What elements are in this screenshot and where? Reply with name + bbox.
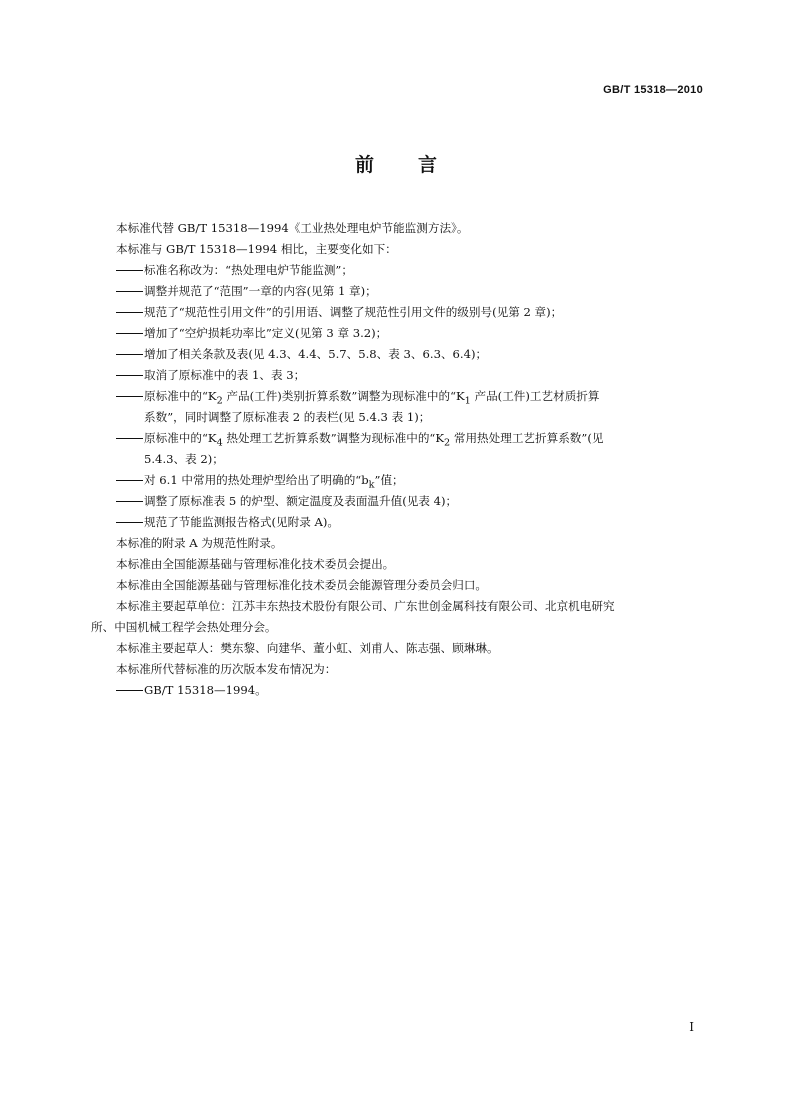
change-item <box>91 470 702 491</box>
foreword-body <box>91 218 702 701</box>
change-item-text: 调整了原标准表 5 的炉型、额定温度及表面温升值(见表 4)； <box>144 494 458 508</box>
title-char-1: 前 <box>354 154 374 176</box>
paragraph-continuation: 所、中国机械工程学会热处理分会。 <box>91 620 277 634</box>
dash-mark <box>116 396 143 397</box>
subscript: 2 <box>216 395 223 407</box>
page-title <box>0 150 792 177</box>
dash-mark <box>116 291 143 292</box>
dash-mark <box>116 333 143 334</box>
change-item-text: 产品(工件)类别折算系数”调整为现标准中的“K <box>222 389 465 403</box>
change-item-text: 原标准中的“K <box>144 431 217 445</box>
subscript: 4 <box>216 437 223 449</box>
change-item <box>91 680 702 701</box>
paragraph-line: 本标准的附录 A 为规范性附录。 <box>116 536 283 550</box>
paragraph-line: 本标准代替 GB/T 15318—1994《工业热处理电炉节能监测方法》。 <box>116 221 469 235</box>
change-item-text: 增加了相关条款及表(见 4.3、4.4、5.7、5.8、表 3、6.3、6.4)； <box>144 347 488 361</box>
change-item-text: 对 6.1 中常用的热处理炉型给出了明确的“b <box>144 473 369 487</box>
dash-mark <box>116 375 143 376</box>
change-item-text: 标准名称改为：“热处理电炉节能监测”； <box>144 263 353 277</box>
change-item-continuation: 5.4.3、表 2)； <box>144 452 224 466</box>
change-item <box>91 491 702 512</box>
subscript: k <box>368 479 375 491</box>
change-item <box>91 344 702 365</box>
change-item-text: 规范了节能监测报告格式(见附录 A)。 <box>144 515 340 529</box>
change-item <box>91 386 702 407</box>
change-item-continuation: 系数”，同时调整了原标准表 2 的表栏(见 5.4.3 表 1)； <box>144 410 431 424</box>
paragraph-line: 本标准主要起草人：樊东黎、向建华、董小虹、刘甫人、陈志强、顾琳琳。 <box>116 641 499 655</box>
dash-mark <box>116 270 143 271</box>
paragraph-line: 本标准由全国能源基础与管理标准化技术委员会提出。 <box>116 557 395 571</box>
change-item <box>91 323 702 344</box>
change-item <box>91 260 702 281</box>
dash-mark <box>116 501 143 502</box>
change-item <box>91 281 702 302</box>
change-item-text: 热处理工艺折算系数”调整为现标准中的“K <box>222 431 445 445</box>
change-item-text: 常用热处理工艺折算系数”(见 <box>450 431 604 445</box>
standard-code: GB/T 15318—2010 <box>603 84 703 96</box>
paragraph-line: 本标准主要起草单位：江苏丰东热技术股份有限公司、广东世创金属科技有限公司、北京机电研究 <box>116 599 615 613</box>
title-char-2: 言 <box>418 154 438 176</box>
dash-mark <box>116 690 143 691</box>
change-item <box>91 302 702 323</box>
dash-mark <box>116 522 143 523</box>
change-item-text: 调整并规范了“范围”一章的内容(见第 1 章)； <box>144 284 377 298</box>
dash-mark <box>116 312 143 313</box>
change-item-text: 原标准中的“K <box>144 389 217 403</box>
dash-mark <box>116 438 143 439</box>
change-item-text: 取消了原标准中的表 1、表 3； <box>144 368 306 382</box>
paragraph-line: 本标准由全国能源基础与管理标准化技术委员会能源管理分委员会归口。 <box>116 578 488 592</box>
page-number: I <box>689 1020 694 1034</box>
paragraph-line: 本标准与 GB/T 15318—1994 相比，主要变化如下： <box>116 242 397 256</box>
change-item-text: 增加了“空炉损耗功率比”定义(见第 3 章 3.2)； <box>144 326 388 340</box>
change-item <box>91 428 702 449</box>
dash-mark <box>116 480 143 481</box>
subscript: 1 <box>464 395 471 407</box>
subscript: 2 <box>444 437 451 449</box>
change-item-text: 产品(工件)工艺材质折算 <box>470 389 600 403</box>
change-item-text: 规范了“规范性引用文件”的引用语、调整了规范性引用文件的级别号(见第 2 章)； <box>144 305 563 319</box>
change-item <box>91 512 702 533</box>
paragraph-line: 本标准所代替标准的历次版本发布情况为： <box>116 662 337 676</box>
dash-mark <box>116 354 143 355</box>
change-item-text: ”值； <box>374 473 404 487</box>
change-item-text: GB/T 15318—1994。 <box>144 683 267 697</box>
change-item <box>91 365 702 386</box>
